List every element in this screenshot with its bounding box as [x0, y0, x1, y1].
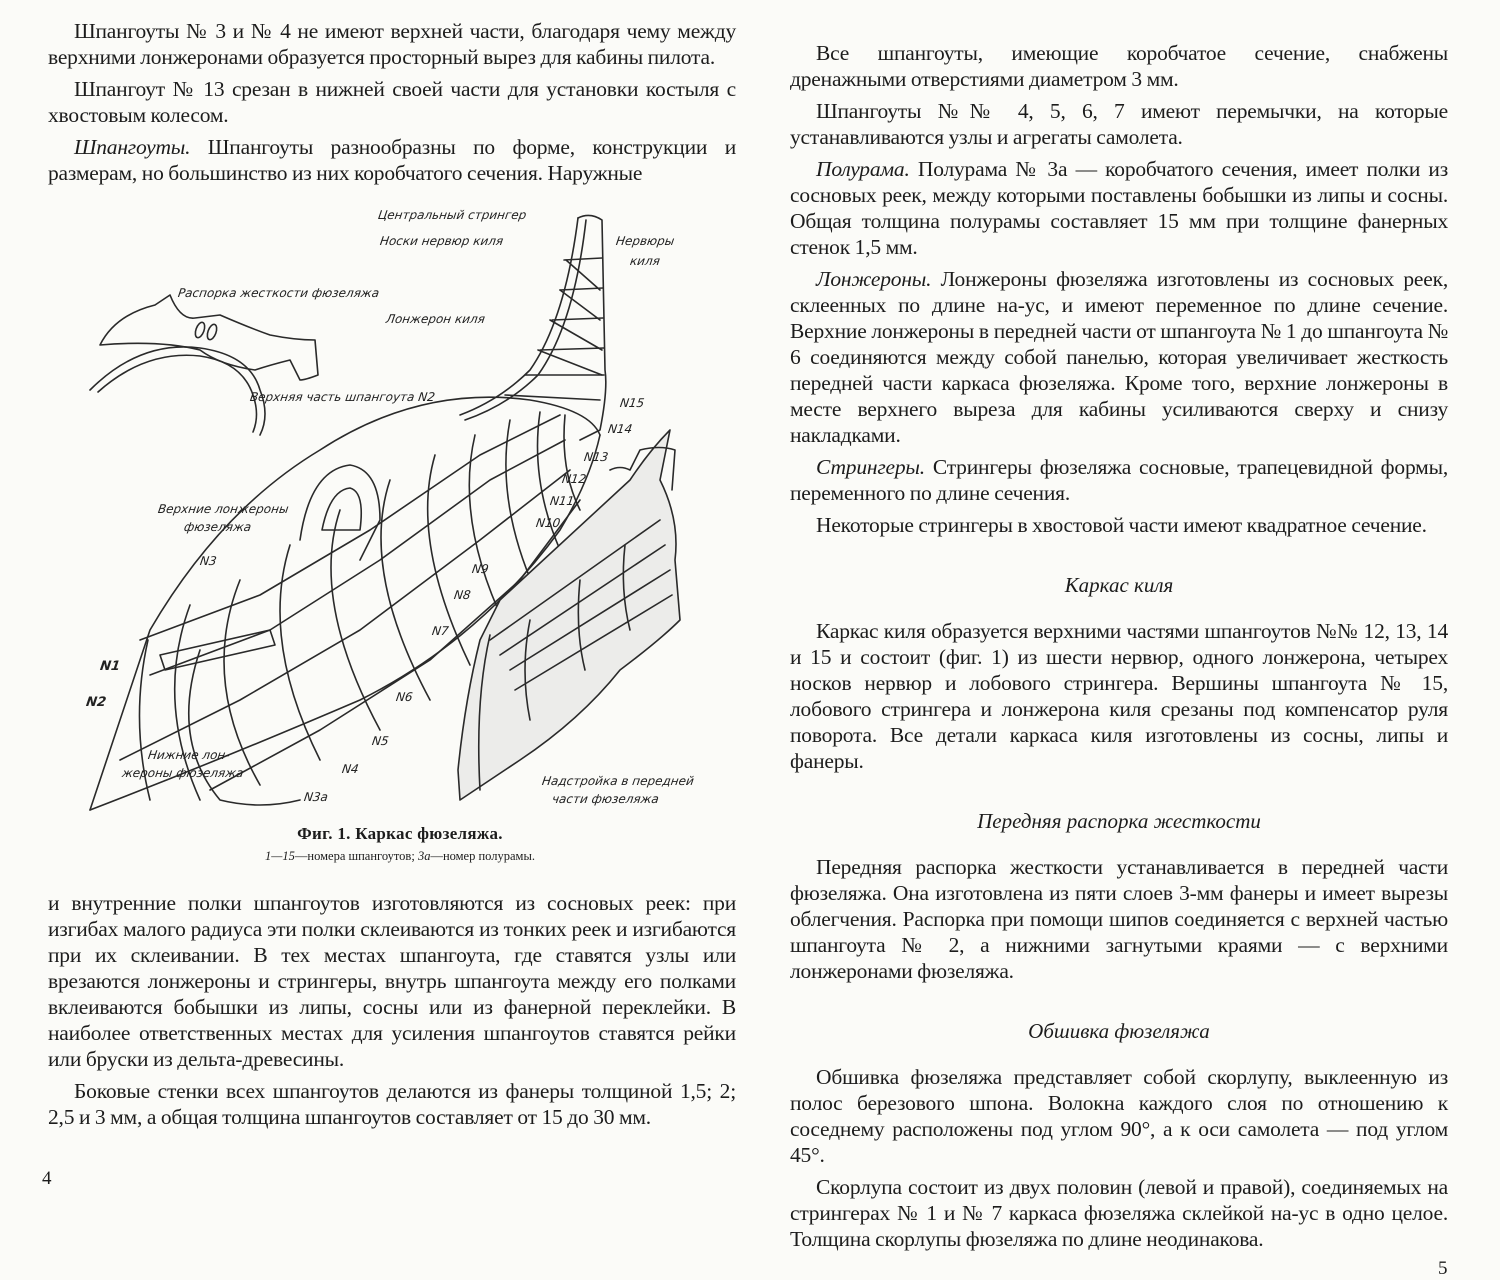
section-front-stiffener-text: [790, 854, 1448, 984]
paragraph-lead: Шпангоуты.: [74, 135, 191, 159]
page-number-left: 4: [42, 1168, 52, 1189]
paragraph: [48, 134, 736, 186]
label-upper-spars-2: фюзеляжа: [183, 520, 253, 534]
label-n2: N2: [85, 695, 108, 710]
right-column: [790, 40, 1448, 1252]
paragraph-text: Стрингеры фюзеляжа сосновые, трапецевидной формы, переменного по длине сечения.: [790, 455, 1448, 505]
label-n3a: N3a: [303, 790, 329, 804]
right-top-text: [790, 40, 1448, 538]
stiffener-part: [90, 295, 318, 435]
label-central-stringer: Центральный стрингер: [377, 208, 528, 222]
label-n3: N3: [199, 554, 218, 568]
label-n15: N15: [619, 396, 646, 410]
label-superstructure-2: части фюзеляжа: [551, 792, 660, 806]
section-title-fuselage-skin: Обшивка фюзеляжа: [1028, 1019, 1210, 1043]
section-title-front-stiffener: Передняя распорка жесткости: [977, 809, 1261, 833]
label-n1: N1: [99, 659, 122, 674]
left-bottom-text: [48, 890, 736, 1130]
paragraph-text: Лонжероны фюзеляжа изготовлены из сосновых реек, склеенных по длине на-ус, и имеют переменное по длине сечение. Верхние лонжероны в передней части от шпангоута № 1 до шпангоута № 6 соединяются между собой панелью, которая увеличивает жесткость передней части каркаса фюзеляжа. Кроме того, верхние лонжероны в месте верхнего выреза для кабины усиливаются сверху и снизу накладками.: [790, 267, 1448, 447]
label-frame2-top: Верхняя часть шпангоута N2: [249, 390, 436, 404]
label-n5: N5: [371, 734, 390, 748]
label-n14: N14: [607, 422, 634, 436]
paragraph: [790, 40, 1448, 92]
label-superstructure-1: Надстройка в передней: [541, 774, 695, 788]
label-n8: N8: [453, 588, 472, 602]
label-fin-spar: Лонжерон киля: [385, 312, 486, 326]
label-n6: N6: [395, 690, 414, 704]
figure-caption: [200, 824, 600, 864]
paragraph: [790, 512, 1448, 538]
section-fuselage-skin-text: [790, 1064, 1448, 1252]
paragraph: [48, 18, 736, 70]
section-title-fin-frame: Каркас киля: [1064, 573, 1174, 597]
label-n11: N11: [549, 494, 576, 508]
paragraph-lead: Лонжероны.: [816, 267, 932, 291]
paragraph: [790, 98, 1448, 150]
label-upper-spars-1: Верхние лонжероны: [157, 502, 290, 516]
paragraph-text: Шпангоуты разнообразны по форме, конструкции и размерам, но большинство из них коробчатого сечения. Наружные: [48, 135, 736, 185]
paragraph-text: Некоторые стрингеры в хвостовой части имеют квадратное сечение.: [816, 513, 1427, 537]
caption-half-text: —номер полурамы.: [430, 849, 535, 863]
fin-frame: [460, 215, 606, 440]
paragraph-text: Шпангоуты № 3 и № 4 не имеют верхней части, благодаря чему между верхними лонжеронами образуется просторный вырез для кабины пилота.: [48, 19, 736, 69]
left-top-text: [48, 18, 736, 186]
label-fin-ribs-2: киля: [629, 254, 661, 268]
paragraph-text: Все шпангоуты, имеющие коробчатое сечение, снабжены дренажными отверстиями диаметром 3 мм.: [790, 41, 1448, 91]
caption-range-text: —номера шпангоутов;: [294, 849, 418, 863]
label-rib-noses: Носки нервюр киля: [379, 234, 505, 248]
paragraph-lead: Стрингеры.: [816, 455, 925, 479]
caption-subtitle: [200, 848, 600, 864]
label-n12: N12: [561, 472, 588, 486]
label-fin-ribs-1: Нервюры: [615, 234, 676, 248]
label-stiffener: Распорка жесткости фюзеляжа: [177, 286, 381, 300]
label-n10: N10: [535, 516, 562, 530]
paragraph: [790, 266, 1448, 448]
paragraph: [790, 156, 1448, 260]
label-n9: N9: [471, 562, 490, 576]
paragraph-text: Полурама № 3а — коробчатого сечения, имеет полки из сосновых реек, между которыми поставлены бобышки из липы и сосны. Общая толщина полурамы составляет 15 мм при толщине фанерных стенок 1,5 мм.: [790, 157, 1448, 259]
paragraph: [790, 454, 1448, 506]
fuselage-frame-figure: [60, 200, 740, 820]
caption-range: 1—15: [265, 849, 295, 863]
label-lower-spars-2: жероны фюзеляжа: [121, 766, 245, 780]
paragraph: Передняя распорка жесткости устанавливается в передней части фюзеляжа. Она изготовлена из пяти слоев 3-мм фанеры и имеет вырезы облегчения. Распорка при помощи шипов соединяется с верхней частью шпангоута № 2, а нижними загнутыми краями — с верхними лонжеронами фюзеляжа.: [790, 855, 1448, 983]
paragraph-text: Шпангоуты №№ 4, 5, 6, 7 имеют перемычки, на которые устанавливаются узлы и агрегаты самолета.: [790, 99, 1448, 149]
paragraph-lead: Полурама.: [816, 157, 910, 181]
paragraph: Обшивка фюзеляжа представляет собой скорлупу, выклеенную из полос березового шпона. Волокна каждого слоя по отношению к соседнему расположены под углом 90°, а к оси самолета — под углом 45°.: [790, 1065, 1448, 1167]
label-lower-spars-1: Нижние лон-: [147, 748, 231, 762]
paragraph: Боковые стенки всех шпангоутов делаются из фанеры толщиной 1,5; 2; 2,5 и 3 мм, а общая толщина шпангоутов составляет от 15 до 30 мм.: [48, 1079, 736, 1129]
section-fin-frame-text: [790, 618, 1448, 774]
paragraph: Скорлупа состоит из двух половин (левой и правой), соединяемых на стрингерах № 1 и № 7 каркаса фюзеляжа склейкой на-ус в одно целое. Толщина скорлупы фюзеляжа по длине неодинакова.: [790, 1175, 1448, 1251]
caption-half-frame: 3а: [417, 849, 431, 863]
label-n4: N4: [341, 762, 360, 776]
caption-title: Фиг. 1. Каркас фюзеляжа.: [297, 824, 503, 843]
paragraph: [48, 76, 736, 128]
paragraph-text: Шпангоут № 13 срезан в нижней своей части для установки костыля с хвостовым колесом.: [48, 77, 736, 127]
label-n7: N7: [431, 624, 450, 638]
page-number-right: 5: [1438, 1258, 1448, 1279]
label-n13: N13: [583, 450, 610, 464]
paragraph: и внутренние полки шпангоутов изготовляются из сосновых реек: при изгибах малого радиуса эти полки склеиваются из тонких реек и изгибаются при их склеивании. В тех местах шпангоута, где ставятся узлы или врезаются лонжероны и стрингеры, внутрь шпангоута между его полками вклеиваются бобышки из липы, сосны или из фанерной переклейки. В наиболее ответственных местах для усиления шпангоутов ставятся рейки или бруски из дельта-древесины.: [48, 891, 736, 1071]
paragraph: Каркас киля образуется верхними частями шпангоутов №№ 12, 13, 14 и 15 и состоит (фиг. 1) из шести нервюр, одного лонжерона, четырех носков нервюр и лобового стрингера. Вершины шпангоута № 15, лобового стрингера и лонжерона киля срезаны под компенсатор руля поворота. Все детали каркаса киля изготовлены из сосны, липы и фанеры.: [790, 619, 1448, 773]
